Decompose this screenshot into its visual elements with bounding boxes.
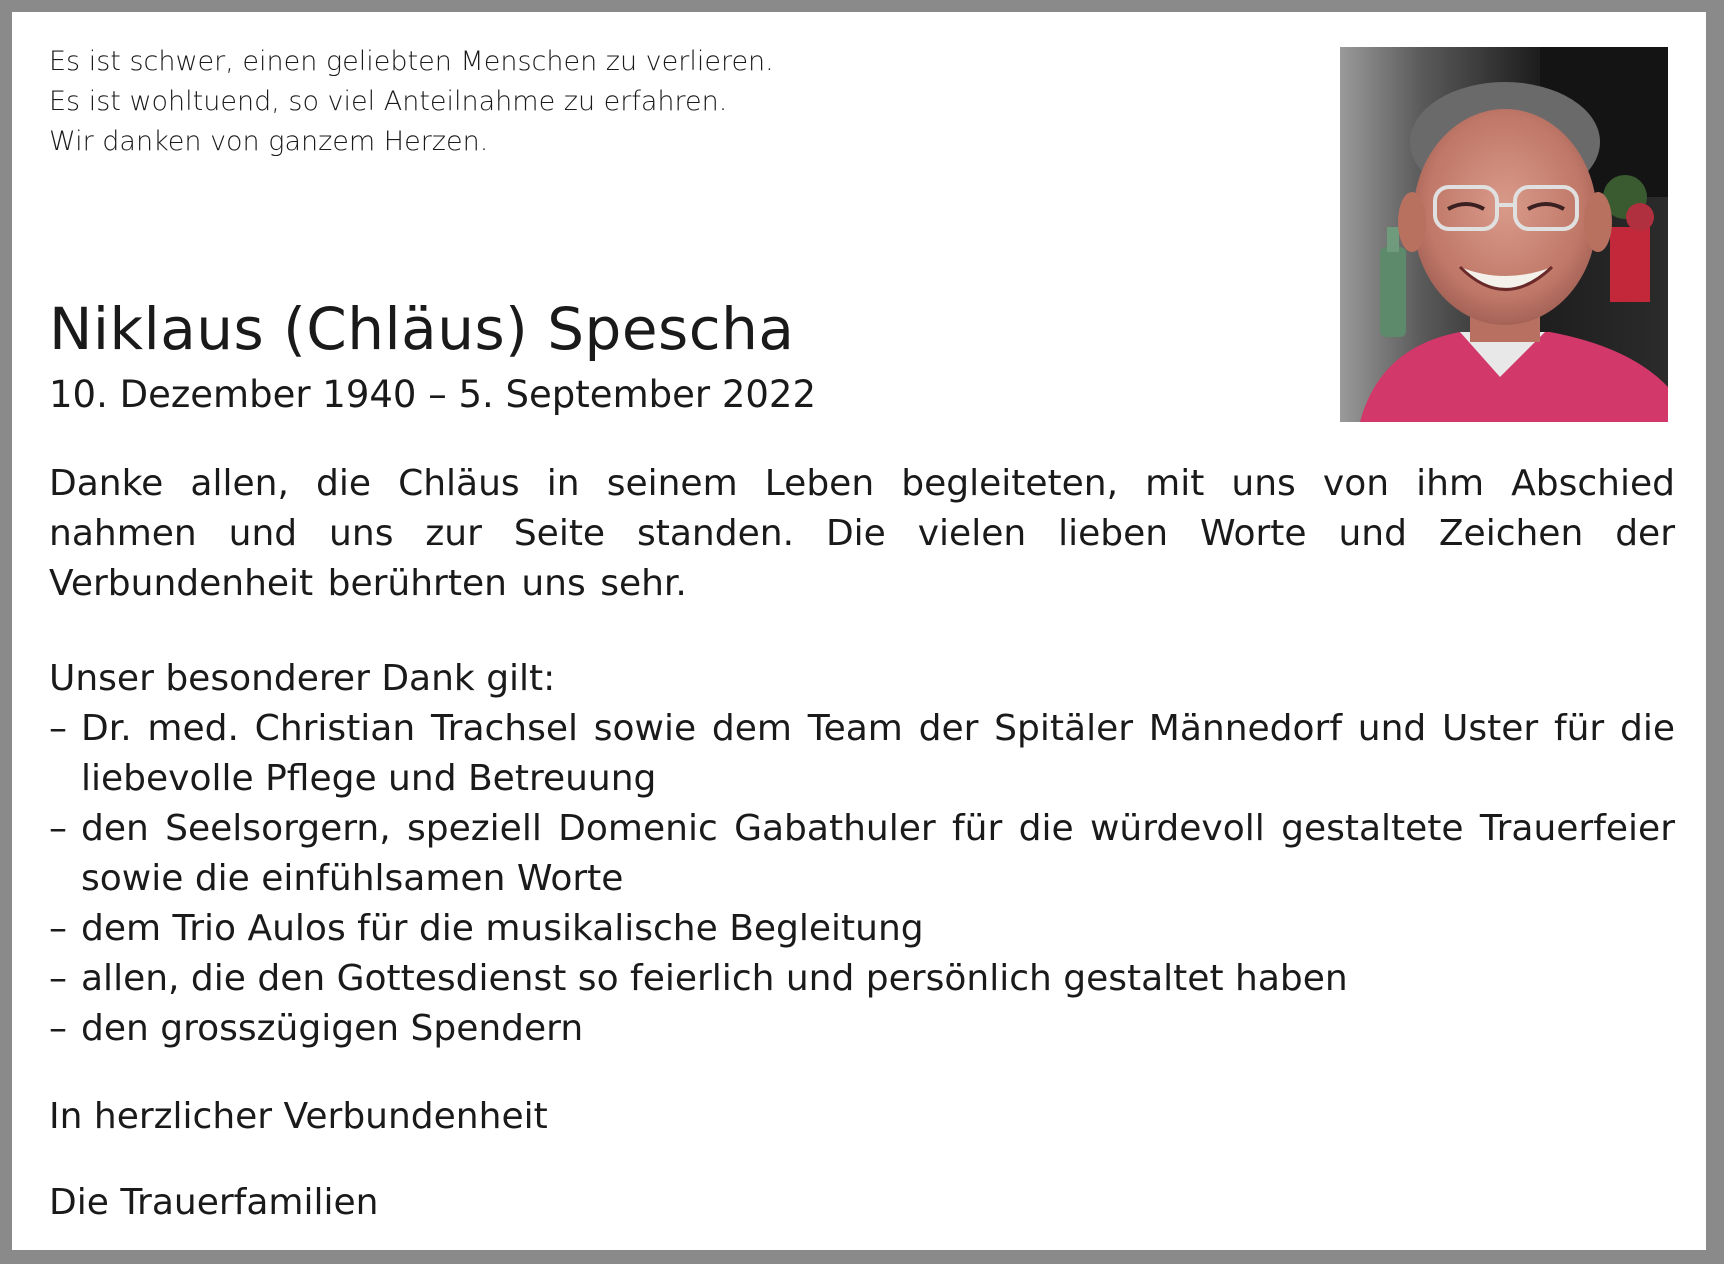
list-item-text: den Seelsorgern, speziell Domenic Gabathuler für die würdevoll gestaltete Trauerfeier sowie die einfühlsamen Worte bbox=[81, 808, 1675, 899]
list-item bbox=[49, 1004, 1675, 1054]
list-item-text: dem Trio Aulos für die musikalische Begleitung bbox=[81, 908, 924, 949]
closing-line: In herzlicher Verbundenheit bbox=[49, 1096, 548, 1137]
list-item-text: allen, die den Gottesdienst so feierlich und persönlich gestaltet haben bbox=[81, 958, 1348, 999]
dash-bullet: – bbox=[49, 1008, 67, 1049]
list-item bbox=[49, 904, 1675, 954]
thanks-list bbox=[49, 704, 1675, 1054]
portrait-photo bbox=[1340, 47, 1668, 422]
deceased-name: Niklaus (Chläus) Spescha bbox=[49, 295, 795, 363]
list-item bbox=[49, 704, 1675, 804]
dash-bullet: – bbox=[49, 708, 67, 749]
list-item bbox=[49, 804, 1675, 904]
life-dates: 10. Dezember 1940 – 5. September 2022 bbox=[49, 373, 816, 416]
thanks-heading: Unser besonderer Dank gilt: bbox=[49, 658, 556, 699]
motto-line: Es ist wohltuend, so viel Anteilnahme zu erfahren. bbox=[49, 86, 728, 117]
list-item-text: den grosszügigen Spendern bbox=[81, 1008, 584, 1049]
dash-bullet: – bbox=[49, 808, 67, 849]
dash-bullet: – bbox=[49, 958, 67, 999]
list-item bbox=[49, 954, 1675, 1004]
obituary-card bbox=[12, 12, 1706, 1250]
motto-line: Es ist schwer, einen geliebten Menschen zu verlieren. bbox=[49, 46, 774, 77]
list-item-text: Dr. med. Christian Trachsel sowie dem Team der Spitäler Männedorf und Uster für die liebevolle Pflege und Betreuung bbox=[81, 708, 1675, 799]
motto-line: Wir danken von ganzem Herzen. bbox=[49, 126, 489, 157]
body-paragraph: Danke allen, die Chläus in seinem Leben begleiteten, mit uns von ihm Abschied nahmen und uns zur Seite standen. Die vielen lieben Worte und Zeichen der Verbundenheit berührten uns sehr. bbox=[49, 463, 1675, 604]
signature: Die Trauerfamilien bbox=[49, 1182, 379, 1223]
dash-bullet: – bbox=[49, 908, 67, 949]
motto bbox=[49, 42, 774, 162]
portrait-photo-icon bbox=[1340, 47, 1668, 422]
